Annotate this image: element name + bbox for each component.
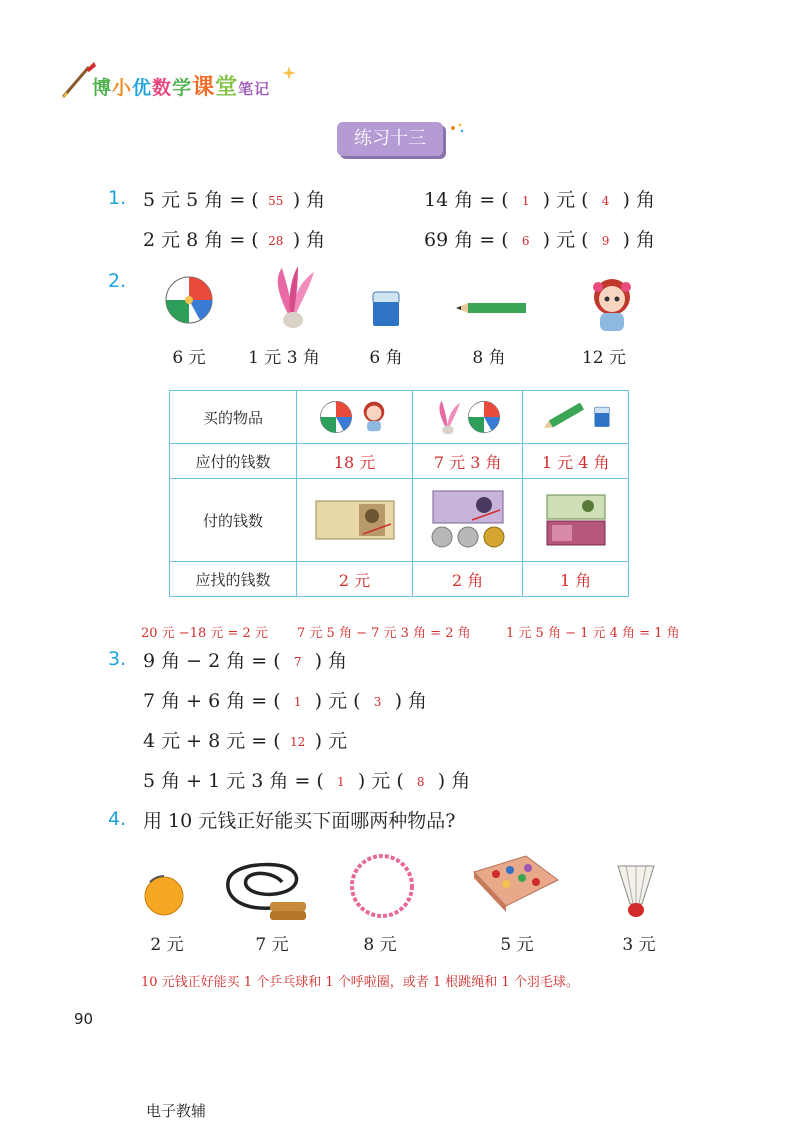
doll-icon bbox=[584, 275, 640, 337]
brand-char: 课 bbox=[192, 75, 216, 100]
answer: 12 bbox=[290, 735, 306, 749]
text: ) 角 bbox=[314, 650, 348, 672]
ping-pong-ball-icon bbox=[142, 874, 186, 918]
beach-ball-icon bbox=[467, 400, 501, 434]
pencil-icon bbox=[539, 403, 587, 431]
calc-note: 1 元 5 角 − 1 元 4 角 = 1 角 bbox=[506, 626, 680, 641]
footer-text: 电子教辅 bbox=[146, 1102, 207, 1120]
doll-icon bbox=[358, 398, 390, 436]
q3-line-1 bbox=[143, 648, 347, 675]
price-label: 6 角 bbox=[369, 348, 403, 368]
table-header: 应付的钱数 bbox=[170, 444, 297, 479]
answer: 7 bbox=[293, 655, 302, 669]
text: ) 元 ( bbox=[542, 229, 589, 251]
beach-ball-icon bbox=[319, 400, 353, 434]
exercise-title: 练习十三 bbox=[337, 122, 443, 156]
change-value: 2 元 bbox=[297, 562, 413, 597]
price-label: 3 元 bbox=[622, 935, 656, 955]
text: ) 角 bbox=[437, 770, 471, 792]
beach-ball-icon bbox=[164, 275, 214, 325]
answer: 9 bbox=[601, 234, 610, 248]
question-number: 3. bbox=[108, 648, 127, 670]
hula-hoop-icon bbox=[348, 852, 416, 920]
table-row bbox=[170, 444, 629, 479]
table-cell bbox=[297, 391, 413, 444]
table-header: 买的物品 bbox=[170, 391, 297, 444]
question-number: 4. bbox=[108, 808, 127, 830]
text: ) 角 bbox=[622, 189, 655, 211]
shuttlecock-feather-icon bbox=[268, 264, 318, 330]
answer: 3 bbox=[373, 695, 382, 709]
q3-line-3 bbox=[143, 728, 347, 755]
pencil-icon bbox=[456, 300, 528, 316]
table-row bbox=[170, 479, 629, 562]
brand-title bbox=[92, 70, 270, 101]
should-pay-value: 18 元 bbox=[297, 444, 413, 479]
q3-line-2 bbox=[143, 688, 427, 715]
q3-line-4 bbox=[143, 768, 470, 795]
page-number: 90 bbox=[74, 1010, 94, 1028]
table-header: 应找的钱数 bbox=[170, 562, 297, 597]
text: ) 角 bbox=[292, 189, 326, 211]
should-pay-value: 1 元 4 角 bbox=[523, 444, 629, 479]
answer: 1 bbox=[521, 194, 530, 208]
text: 7 角 + 6 角 = ( bbox=[143, 690, 281, 712]
table-header: 付的钱数 bbox=[170, 479, 297, 562]
text: 4 元 + 8 元 = ( bbox=[143, 730, 281, 752]
price-label: 8 元 bbox=[363, 935, 397, 955]
banknote-20-yuan-icon bbox=[315, 500, 395, 540]
price-label: 1 元 3 角 bbox=[248, 348, 320, 368]
change-value: 2 角 bbox=[413, 562, 523, 597]
answer: 55 bbox=[268, 194, 284, 208]
text: 5 角 + 1 元 3 角 = ( bbox=[143, 770, 324, 792]
table-row bbox=[170, 562, 629, 597]
price-label: 5 元 bbox=[500, 935, 534, 955]
brand-char: 优 bbox=[132, 77, 153, 99]
q4-question: 用 10 元钱正好能买下面哪两种物品? bbox=[143, 810, 456, 832]
text: ) 元 ( bbox=[357, 770, 404, 792]
question-number: 1. bbox=[108, 187, 127, 209]
q1-row-2-left bbox=[143, 227, 325, 254]
table-cell bbox=[523, 391, 629, 444]
brand-char: 数 bbox=[152, 77, 173, 99]
brand-char: 学 bbox=[172, 77, 193, 99]
answer: 4 bbox=[601, 194, 610, 208]
banknote-1-yuan-icon bbox=[546, 494, 606, 520]
jump-rope-icon bbox=[222, 858, 312, 922]
price-label: 2 元 bbox=[150, 935, 184, 955]
eraser-icon bbox=[592, 406, 612, 428]
brand-char: 小 bbox=[112, 77, 133, 99]
table-row bbox=[170, 391, 629, 444]
should-pay-value: 7 元 3 角 bbox=[413, 444, 523, 479]
brand-char: 博 bbox=[92, 77, 113, 99]
text: 69 角 = ( bbox=[424, 229, 509, 251]
table-cell bbox=[297, 479, 413, 562]
answer: 1 bbox=[293, 695, 302, 709]
calc-note: 20 元 −18 元 = 2 元 bbox=[141, 626, 268, 641]
banknote-5-yuan-icon bbox=[432, 490, 504, 524]
sparkle-icon bbox=[448, 122, 466, 136]
text: ) 元 bbox=[314, 730, 348, 752]
answer: 6 bbox=[521, 234, 530, 248]
price-label: 12 元 bbox=[581, 348, 627, 368]
question-number: 2. bbox=[108, 270, 127, 292]
badminton-shuttlecock-icon bbox=[614, 862, 658, 920]
text: 5 元 5 角 = ( bbox=[143, 189, 259, 211]
brand-char: 堂 bbox=[215, 75, 239, 100]
text: ) 角 bbox=[394, 690, 428, 712]
answer: 8 bbox=[416, 775, 425, 789]
table-cell bbox=[413, 391, 523, 444]
text: 14 角 = ( bbox=[424, 189, 509, 211]
text: 9 角 − 2 角 = ( bbox=[143, 650, 281, 672]
text: ) 角 bbox=[622, 229, 655, 251]
banknote-5-jiao-icon bbox=[546, 520, 606, 546]
answer: 1 bbox=[337, 775, 345, 789]
change-value: 1 角 bbox=[523, 562, 629, 597]
price-label: 7 元 bbox=[255, 935, 289, 955]
table-cell bbox=[413, 479, 523, 562]
text: ) 元 ( bbox=[542, 189, 589, 211]
brand-char: 笔记 bbox=[238, 80, 271, 98]
q1-row-2-right bbox=[424, 227, 655, 254]
text: ) 角 bbox=[292, 229, 326, 251]
eraser-icon bbox=[371, 290, 401, 328]
answer: 28 bbox=[268, 234, 284, 248]
table-cell bbox=[523, 479, 629, 562]
q1-row-1-right bbox=[424, 187, 655, 214]
text: ) 元 ( bbox=[314, 690, 361, 712]
coin-icon bbox=[430, 524, 506, 550]
sparkle-icon bbox=[282, 66, 296, 80]
board-game-icon bbox=[466, 850, 562, 916]
calc-note: 7 元 5 角 − 7 元 3 角 = 2 角 bbox=[297, 626, 471, 641]
price-label: 8 角 bbox=[472, 348, 506, 368]
price-label: 6 元 bbox=[172, 348, 206, 368]
q4-answer: 10 元钱正好能买 1 个乒乓球和 1 个呼啦圈，或者 1 根跳绳和 1 个羽毛球。 bbox=[141, 975, 579, 990]
shuttlecock-feather-icon bbox=[434, 398, 462, 436]
q1-row-1-left bbox=[143, 187, 325, 214]
shopping-table bbox=[169, 390, 629, 597]
text: 2 元 8 角 = ( bbox=[143, 229, 259, 251]
